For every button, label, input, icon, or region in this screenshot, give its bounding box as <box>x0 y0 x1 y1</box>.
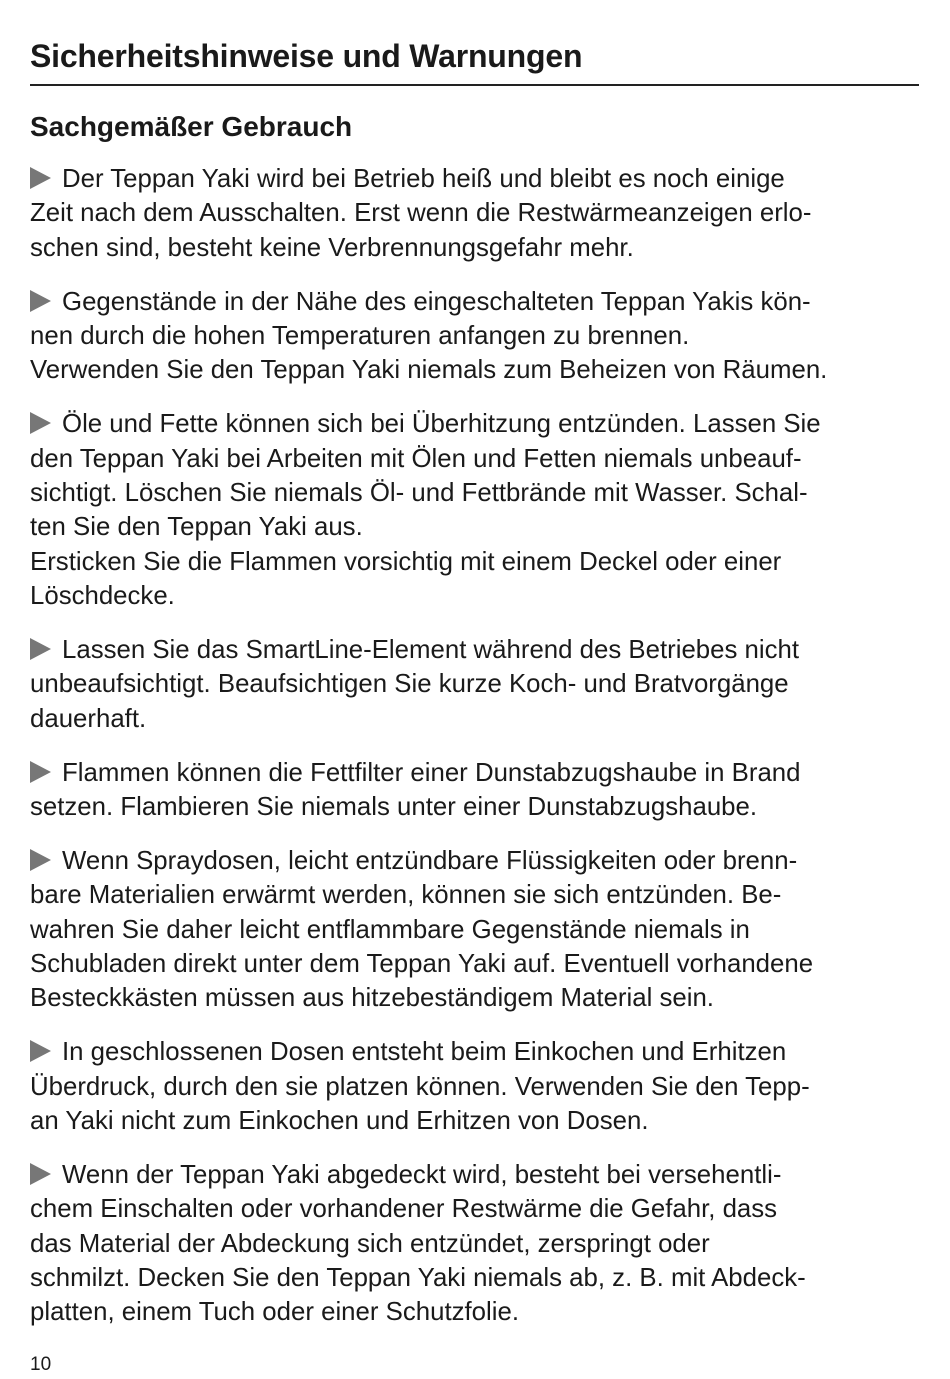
triangle-arrow-right-icon <box>30 761 51 783</box>
title-divider <box>30 84 919 86</box>
paragraph-line <box>30 319 920 353</box>
warning-paragraph <box>30 633 920 736</box>
line-text: an Yaki nicht zum Einkochen und Erhitzen von Dosen. <box>30 1106 649 1135</box>
paragraph-line <box>30 947 920 981</box>
line-text: das Material der Abdeckung sich entzündet, zerspringt oder <box>30 1229 710 1258</box>
triangle-arrow-right-icon <box>30 638 51 660</box>
paragraph-line <box>30 579 920 613</box>
line-text: Verwenden Sie den Teppan Yaki niemals zum Beheizen von Räumen. <box>30 356 828 385</box>
line-text: Wenn Spraydosen, leicht entzündbare Flüssigkeiten oder brenn- <box>62 847 798 876</box>
triangle-arrow-right-icon <box>30 1163 51 1185</box>
line-text: den Teppan Yaki bei Arbeiten mit Ölen und Fetten niemals unbeauf- <box>30 444 802 473</box>
line-text: Besteckkästen müssen aus hitzebeständigem Material sein. <box>30 984 714 1013</box>
line-text: Wenn der Teppan Yaki abgedeckt wird, besteht bei versehentli- <box>62 1161 782 1189</box>
line-text: schen sind, besteht keine Verbrennungsgefahr mehr. <box>30 233 634 262</box>
line-text: Löschdecke. <box>30 581 175 610</box>
triangle-arrow-right-icon <box>30 290 51 312</box>
paragraph-line <box>30 1070 920 1104</box>
line-text: unbeaufsichtigt. Beaufsichtigen Sie kurze Koch- und Bratvorgänge <box>30 670 789 699</box>
line-text: nen durch die hohen Temperaturen anfangen zu brennen. <box>30 321 690 350</box>
paragraph-line <box>30 162 920 196</box>
section-title: Sachgemäßer Gebrauch <box>30 111 353 142</box>
line-text: In geschlossenen Dosen entsteht beim Einkochen und Erhitzen <box>62 1038 787 1067</box>
paragraph-line <box>30 510 920 544</box>
paragraph-line <box>30 878 920 912</box>
line-text: setzen. Flambieren Sie niemals unter einer Dunstabzugshaube. <box>30 792 758 821</box>
line-text: schmilzt. Decken Sie den Teppan Yaki niemals ab, z. B. mit Abdeck- <box>30 1263 806 1292</box>
paragraph-line <box>30 981 920 1015</box>
paragraph-line <box>30 353 920 387</box>
warning-paragraph <box>30 285 920 388</box>
paragraph-line <box>30 844 920 878</box>
warning-paragraph <box>30 756 920 825</box>
line-text: Lassen Sie das SmartLine-Element während des Betriebes nicht <box>62 635 800 664</box>
line-text: Ersticken Sie die Flammen vorsichtig mit einem Deckel oder einer <box>30 547 782 576</box>
triangle-arrow-right-icon <box>30 849 51 871</box>
page-title: Sicherheitshinweise und Warnungen <box>30 38 583 74</box>
line-text: Gegenstände in der Nähe des eingeschalteten Teppan Yakis kön- <box>62 287 811 316</box>
paragraph-line <box>30 790 920 824</box>
paragraph-line <box>30 442 920 476</box>
paragraph-line <box>30 476 920 510</box>
triangle-arrow-right-icon <box>30 1040 51 1062</box>
warning-list <box>30 162 920 1349</box>
paragraph-line <box>30 1295 920 1329</box>
line-text: Flammen können die Fettfilter einer Dunstabzugshaube in Brand <box>62 758 801 787</box>
warning-paragraph <box>30 1158 920 1329</box>
line-text: Schubladen direkt unter dem Teppan Yaki auf. Eventuell vorhandene <box>30 949 814 978</box>
line-text: Überdruck, durch den sie platzen können. Verwenden Sie den Tepp- <box>30 1072 810 1101</box>
line-text: platten, einem Tuch oder einer Schutzfolie. <box>30 1298 519 1327</box>
warning-paragraph <box>30 407 920 613</box>
paragraph-line <box>30 231 920 265</box>
paragraph-line <box>30 702 920 736</box>
triangle-arrow-right-icon <box>30 412 51 434</box>
line-text: bare Materialien erwärmt werden, können sie sich entzünden. Be- <box>30 881 782 910</box>
line-text: dauerhaft. <box>30 704 147 733</box>
paragraph-line <box>30 1158 920 1192</box>
paragraph-line <box>30 1192 920 1226</box>
line-text: Der Teppan Yaki wird bei Betrieb heiß und bleibt es noch einige <box>62 165 785 193</box>
paragraph-line <box>30 285 920 319</box>
page-number: 10 <box>30 1354 52 1375</box>
line-text: ten Sie den Teppan Yaki aus. <box>30 513 363 542</box>
paragraph-line <box>30 913 920 947</box>
paragraph-line <box>30 633 920 667</box>
triangle-arrow-right-icon <box>30 167 51 189</box>
paragraph-line <box>30 1227 920 1261</box>
paragraph-line <box>30 407 920 441</box>
warning-paragraph <box>30 1035 920 1138</box>
line-text: wahren Sie daher leicht entflammbare Gegenstände niemals in <box>30 915 750 944</box>
warning-paragraph <box>30 844 920 1015</box>
paragraph-line <box>30 1261 920 1295</box>
paragraph-line <box>30 1104 920 1138</box>
paragraph-line <box>30 756 920 790</box>
line-text: Öle und Fette können sich bei Überhitzung entzünden. Lassen Sie <box>62 410 821 439</box>
line-text: chem Einschalten oder vorhandener Restwärme die Gefahr, dass <box>30 1195 778 1224</box>
line-text: sichtigt. Löschen Sie niemals Öl- und Fettbrände mit Wasser. Schal- <box>30 478 808 507</box>
paragraph-line <box>30 1035 920 1069</box>
line-text: Zeit nach dem Ausschalten. Erst wenn die Restwärmeanzeigen erlo- <box>30 199 812 228</box>
paragraph-line <box>30 545 920 579</box>
paragraph-line <box>30 196 920 230</box>
paragraph-line <box>30 667 920 701</box>
warning-paragraph <box>30 162 920 265</box>
